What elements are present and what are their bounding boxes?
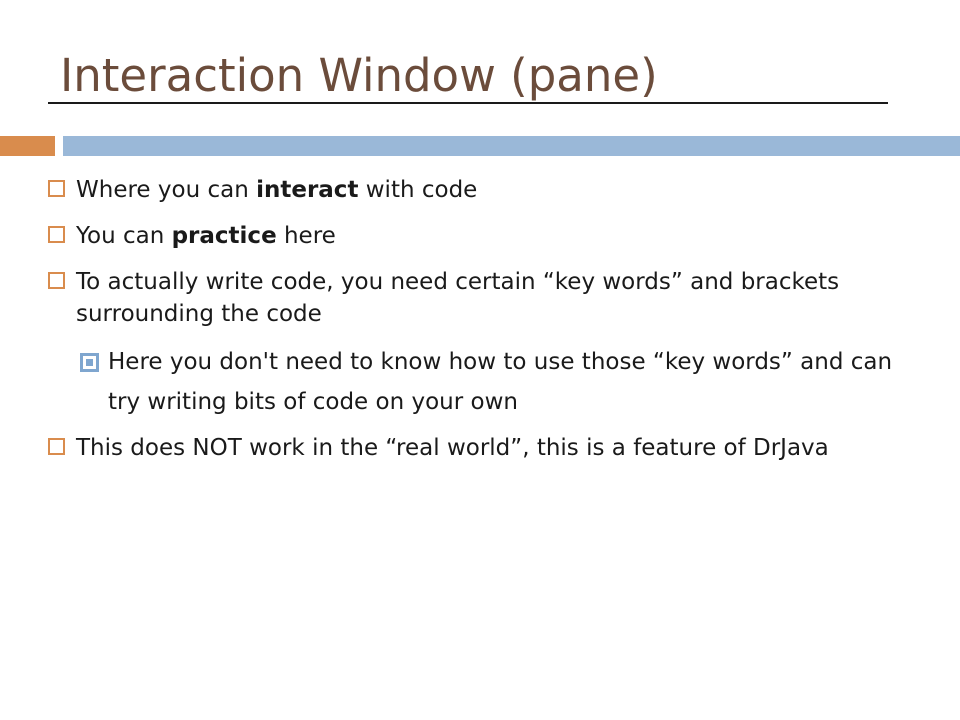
square-bullet-icon <box>48 438 65 455</box>
filled-square-bullet-icon <box>80 353 99 372</box>
bullet-item-practice <box>48 220 908 252</box>
square-bullet-icon <box>48 272 65 289</box>
bullet-bold-text: practice <box>171 223 277 249</box>
bullet-list <box>48 174 908 478</box>
bullet-item-key-words <box>48 266 908 330</box>
accent-bar-orange <box>0 136 55 156</box>
bullet-item-drjava <box>48 432 908 464</box>
bullet-text: Where you can <box>76 177 257 203</box>
title-underline <box>48 102 888 104</box>
sub-bullet-text: Here you don't need to know how to use those “key words” and can try writing bits of code on your own <box>108 349 893 415</box>
bullet-bold-text: interact <box>256 177 359 203</box>
bullet-item-interact <box>48 174 908 206</box>
bullet-text: You can <box>76 223 172 249</box>
slide-title: Interaction Window (pane) <box>60 49 658 102</box>
square-bullet-icon <box>48 226 65 243</box>
bullet-text: This does NOT work in the “real world”, this is a feature of DrJava <box>76 435 829 461</box>
bullet-text: To actually write code, you need certain “key words” and brackets surrounding the code <box>76 269 840 327</box>
square-bullet-icon <box>48 180 65 197</box>
bullet-text: with code <box>358 177 478 203</box>
accent-bar-blue <box>63 136 960 156</box>
sub-bullet-item-no-key-words <box>80 342 908 422</box>
bullet-text: here <box>276 223 336 249</box>
